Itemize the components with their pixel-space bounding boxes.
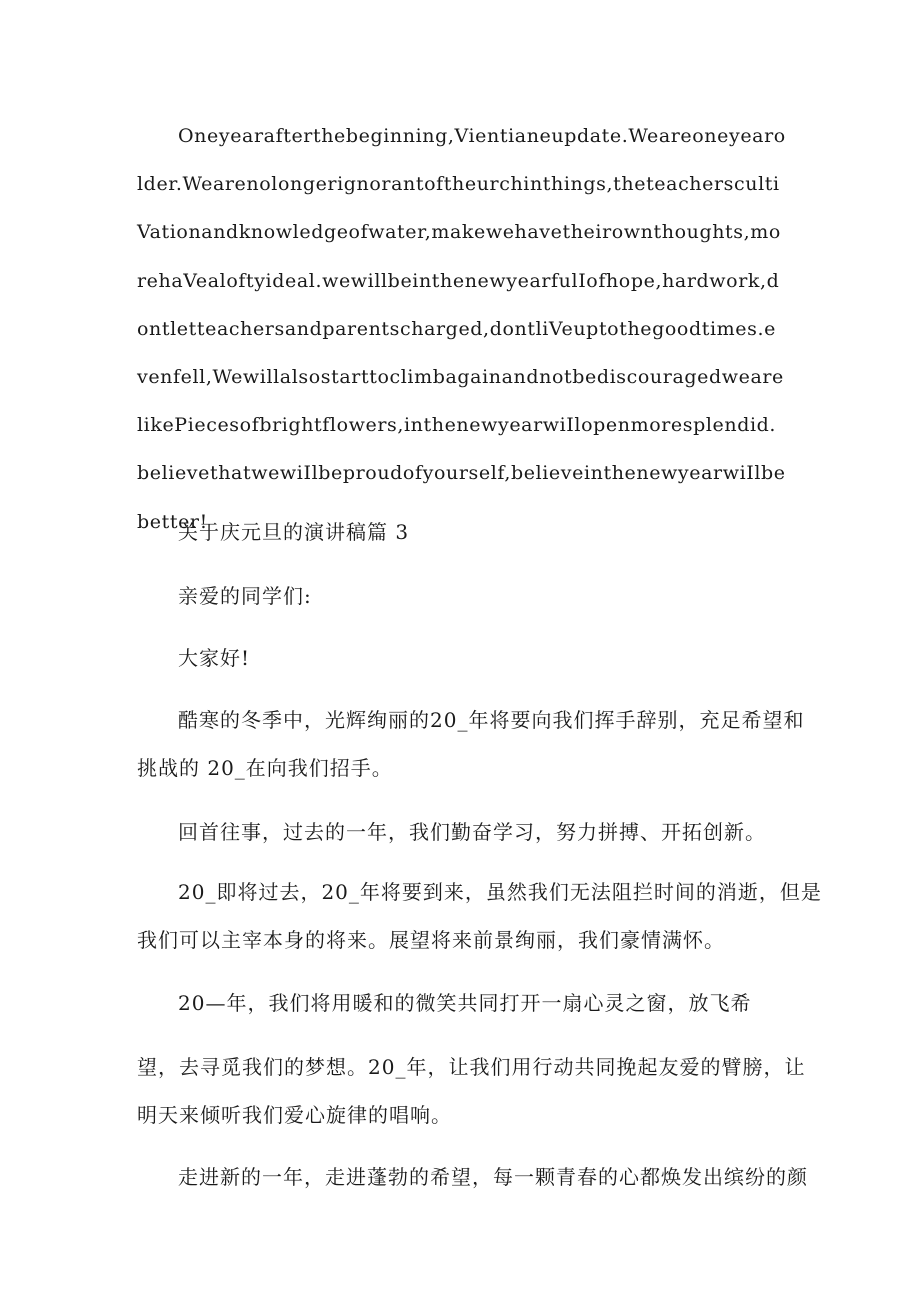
section-heading: 关于庆元旦的演讲稿篇 3 [178, 520, 410, 544]
greeting: 大家好! [178, 646, 251, 670]
paragraph-2-line-1: 回首往事，过去的一年，我们勤奋学习，努力拼搏、开拓创新。 [178, 820, 766, 844]
english-paragraph: Oneyearafterthebeginning,Vientianeupdate.Weareoneyearolder.Wearenolongerignorantoftheurchinthings,theteacherscultiVationandknowledgeofwater,makewehavetheirownthoughts,morehaVealoftyideal.wewillbeinthenewyearfulIofhope,hardwork,dontletteachersandparentscharged,dontliVeuptothegoodtimes.evenfell,WewillalsostarttoclimbagainandnotbediscouragedwearelikePiecesofbrightflowers,inthenewyearwiIlopenmoresplendid.believethatwewiIlbeproudofyourself,believeinthenewyearwiIlbebetter! [137, 125, 786, 533]
paragraph-1-line-2: 挑战的 20_在向我们招手。 [137, 756, 393, 780]
salutation: 亲爱的同学们: [178, 584, 312, 608]
paragraph-3-line-1: 20_即将过去，20_年将要到来，虽然我们无法阻拦时间的消逝，但是 [178, 880, 822, 904]
paragraph-1-line-1: 酷寒的冬季中，光辉绚丽的20_年将要向我们挥手辞别，充足希望和 [178, 708, 805, 732]
paragraph-4-line-1: 20—年，我们将用暖和的微笑共同打开一扇心灵之窗，放飞希 [178, 991, 752, 1015]
paragraph-5-line-1: 望，去寻觅我们的梦想。20_年，让我们用行动共同挽起友爱的臂膀，让 [137, 1055, 806, 1079]
paragraph-6-line-1: 走进新的一年，走进蓬勃的希望，每一颗青春的心都焕发出缤纷的颜 [178, 1165, 808, 1189]
paragraph-3-line-2: 我们可以主宰本身的将来。展望将来前景绚丽，我们豪情满怀。 [137, 928, 725, 952]
paragraph-5-line-2: 明天来倾听我们爱心旋律的唱响。 [137, 1103, 452, 1127]
